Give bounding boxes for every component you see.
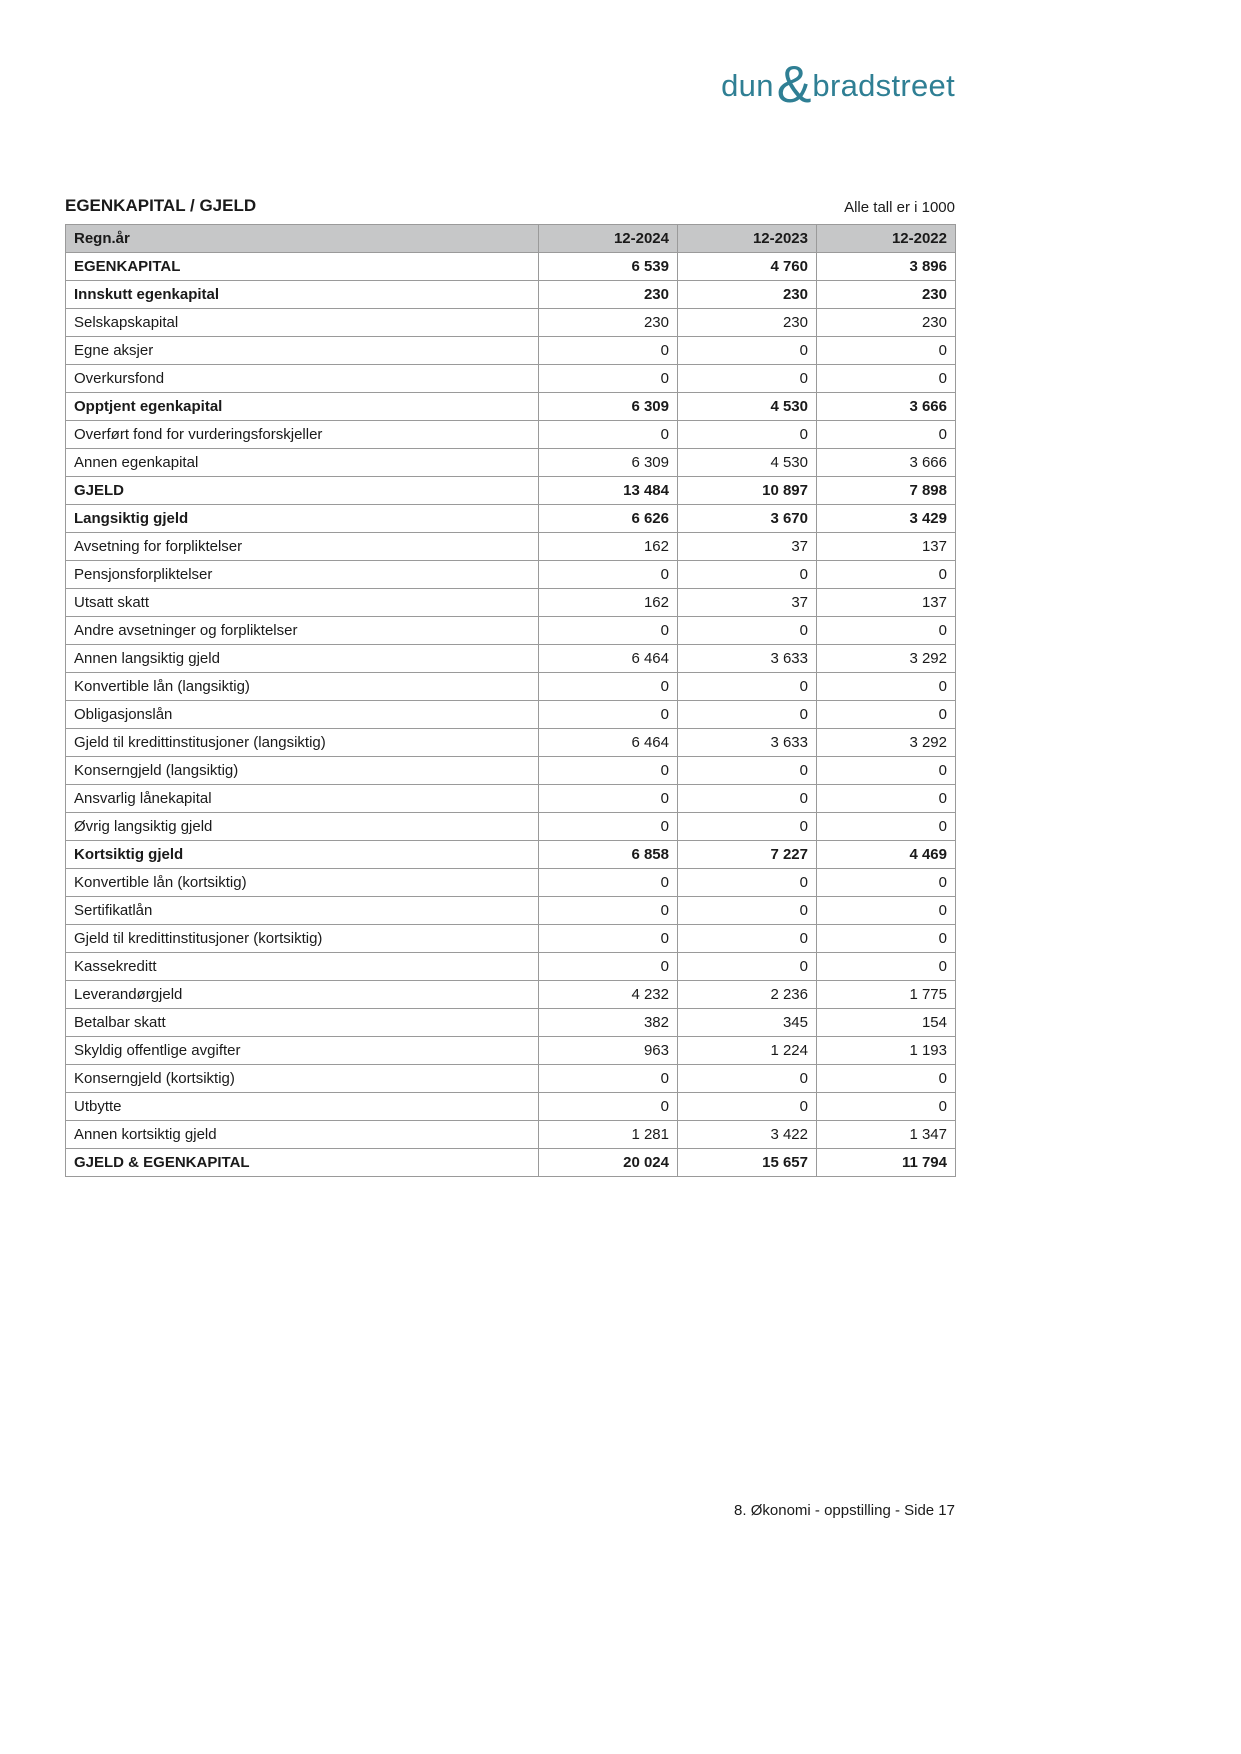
row-value: 137	[817, 533, 956, 561]
row-value: 0	[539, 561, 678, 589]
row-label: Konserngjeld (langsiktig)	[66, 757, 539, 785]
row-value: 7 898	[817, 477, 956, 505]
table-row	[66, 337, 956, 365]
row-value: 0	[539, 953, 678, 981]
ampersand-icon: &	[776, 56, 812, 114]
row-label: GJELD	[66, 477, 539, 505]
row-value: 0	[539, 869, 678, 897]
row-value: 0	[678, 869, 817, 897]
row-value: 6 858	[539, 841, 678, 869]
row-value: 0	[539, 813, 678, 841]
row-value: 0	[678, 897, 817, 925]
table-row	[66, 477, 956, 505]
row-value: 3 422	[678, 1121, 817, 1149]
row-value: 162	[539, 589, 678, 617]
row-label: Øvrig langsiktig gjeld	[66, 813, 539, 841]
row-value: 154	[817, 1009, 956, 1037]
table-row	[66, 309, 956, 337]
row-value: 0	[539, 785, 678, 813]
table-row	[66, 505, 956, 533]
logo-word-bradstreet: bradstreet	[812, 68, 955, 103]
row-value: 4 530	[678, 449, 817, 477]
table-row	[66, 953, 956, 981]
logo-word-dun: dun	[721, 68, 774, 103]
row-value: 0	[678, 1093, 817, 1121]
row-value: 0	[817, 561, 956, 589]
row-value: 37	[678, 533, 817, 561]
row-value: 0	[817, 757, 956, 785]
row-value: 230	[678, 281, 817, 309]
row-value: 0	[539, 421, 678, 449]
balance-table-body	[66, 253, 956, 1177]
row-value: 0	[817, 365, 956, 393]
row-value: 230	[539, 309, 678, 337]
table-row	[66, 449, 956, 477]
table-row	[66, 757, 956, 785]
dun-bradstreet-logo	[721, 56, 955, 114]
row-value: 10 897	[678, 477, 817, 505]
row-label: Utbytte	[66, 1093, 539, 1121]
row-value: 0	[539, 897, 678, 925]
row-value: 6 626	[539, 505, 678, 533]
row-value: 137	[817, 589, 956, 617]
row-value: 0	[678, 673, 817, 701]
row-value: 3 896	[817, 253, 956, 281]
table-row	[66, 1093, 956, 1121]
row-value: 0	[539, 673, 678, 701]
table-row	[66, 617, 956, 645]
row-label: EGENKAPITAL	[66, 253, 539, 281]
row-value: 0	[817, 421, 956, 449]
row-label: Konserngjeld (kortsiktig)	[66, 1065, 539, 1093]
row-value: 0	[539, 757, 678, 785]
row-value: 0	[678, 365, 817, 393]
row-label: Gjeld til kredittinstitusjoner (langsiktig)	[66, 729, 539, 757]
column-header-2022: 12-2022	[817, 225, 956, 253]
row-value: 1 224	[678, 1037, 817, 1065]
row-value: 0	[678, 925, 817, 953]
row-value: 1 775	[817, 981, 956, 1009]
table-row	[66, 1121, 956, 1149]
row-label: Selskapskapital	[66, 309, 539, 337]
row-value: 0	[817, 925, 956, 953]
row-value: 15 657	[678, 1149, 817, 1177]
row-value: 0	[539, 701, 678, 729]
row-label: Avsetning for forpliktelser	[66, 533, 539, 561]
row-value: 3 666	[817, 393, 956, 421]
row-label: Innskutt egenkapital	[66, 281, 539, 309]
row-value: 0	[678, 337, 817, 365]
row-value: 6 539	[539, 253, 678, 281]
table-row	[66, 253, 956, 281]
row-value: 0	[539, 1093, 678, 1121]
row-label: Leverandørgjeld	[66, 981, 539, 1009]
table-row	[66, 645, 956, 673]
row-value: 0	[817, 337, 956, 365]
row-label: Utsatt skatt	[66, 589, 539, 617]
row-value: 0	[678, 953, 817, 981]
row-value: 4 760	[678, 253, 817, 281]
column-header-2024: 12-2024	[539, 225, 678, 253]
row-value: 20 024	[539, 1149, 678, 1177]
row-value: 3 429	[817, 505, 956, 533]
table-row	[66, 785, 956, 813]
row-value: 0	[539, 925, 678, 953]
row-value: 230	[539, 281, 678, 309]
row-label: Kassekreditt	[66, 953, 539, 981]
row-value: 6 464	[539, 645, 678, 673]
row-value: 0	[817, 701, 956, 729]
row-label: Sertifikatlån	[66, 897, 539, 925]
row-value: 3 666	[817, 449, 956, 477]
column-header-regnaar: Regn.år	[66, 225, 539, 253]
row-value: 0	[817, 673, 956, 701]
table-row	[66, 1065, 956, 1093]
row-value: 0	[817, 869, 956, 897]
table-row	[66, 1149, 956, 1177]
content-area	[65, 196, 955, 1177]
row-label: Betalbar skatt	[66, 1009, 539, 1037]
row-value: 963	[539, 1037, 678, 1065]
row-value: 0	[678, 561, 817, 589]
table-row	[66, 365, 956, 393]
row-label: Overført fond for vurderingsforskjeller	[66, 421, 539, 449]
row-label: Pensjonsforpliktelser	[66, 561, 539, 589]
row-value: 230	[817, 281, 956, 309]
row-label: Skyldig offentlige avgifter	[66, 1037, 539, 1065]
row-value: 37	[678, 589, 817, 617]
title-row	[65, 196, 955, 216]
table-row	[66, 925, 956, 953]
row-value: 11 794	[817, 1149, 956, 1177]
row-label: Andre avsetninger og forpliktelser	[66, 617, 539, 645]
row-value: 6 309	[539, 449, 678, 477]
row-value: 0	[817, 617, 956, 645]
row-value: 0	[539, 617, 678, 645]
row-label: Obligasjonslån	[66, 701, 539, 729]
row-label: Annen egenkapital	[66, 449, 539, 477]
row-value: 3 633	[678, 645, 817, 673]
row-value: 0	[817, 1065, 956, 1093]
row-value: 1 193	[817, 1037, 956, 1065]
row-value: 0	[539, 1065, 678, 1093]
table-row	[66, 1009, 956, 1037]
row-value: 0	[678, 757, 817, 785]
row-value: 0	[817, 897, 956, 925]
row-value: 4 469	[817, 841, 956, 869]
page-footer: 8. Økonomi - oppstilling - Side 17	[734, 1502, 955, 1519]
table-row	[66, 589, 956, 617]
table-row	[66, 981, 956, 1009]
row-value: 1 281	[539, 1121, 678, 1149]
table-row	[66, 673, 956, 701]
row-label: Langsiktig gjeld	[66, 505, 539, 533]
row-value: 0	[678, 617, 817, 645]
page-title: EGENKAPITAL / GJELD	[65, 196, 257, 215]
row-label: Konvertible lån (langsiktig)	[66, 673, 539, 701]
row-label: Opptjent egenkapital	[66, 393, 539, 421]
row-value: 0	[539, 337, 678, 365]
row-value: 0	[678, 421, 817, 449]
row-label: Gjeld til kredittinstitusjoner (kortsiktig)	[66, 925, 539, 953]
row-label: Annen kortsiktig gjeld	[66, 1121, 539, 1149]
row-label: GJELD & EGENKAPITAL	[66, 1149, 539, 1177]
row-value: 162	[539, 533, 678, 561]
row-value: 3 292	[817, 645, 956, 673]
row-value: 230	[817, 309, 956, 337]
row-value: 0	[817, 785, 956, 813]
row-value: 0	[678, 701, 817, 729]
table-row	[66, 897, 956, 925]
row-value: 2 236	[678, 981, 817, 1009]
row-value: 6 464	[539, 729, 678, 757]
row-value: 0	[817, 813, 956, 841]
row-label: Ansvarlig lånekapital	[66, 785, 539, 813]
table-row	[66, 841, 956, 869]
row-value: 0	[817, 953, 956, 981]
table-row	[66, 1037, 956, 1065]
table-row	[66, 701, 956, 729]
row-label: Overkursfond	[66, 365, 539, 393]
table-row	[66, 393, 956, 421]
row-value: 3 292	[817, 729, 956, 757]
row-value: 6 309	[539, 393, 678, 421]
row-value: 3 670	[678, 505, 817, 533]
row-value: 3 633	[678, 729, 817, 757]
row-value: 0	[817, 1093, 956, 1121]
row-label: Egne aksjer	[66, 337, 539, 365]
column-header-2023: 12-2023	[678, 225, 817, 253]
row-label: Kortsiktig gjeld	[66, 841, 539, 869]
row-value: 0	[678, 785, 817, 813]
row-value: 4 530	[678, 393, 817, 421]
row-label: Konvertible lån (kortsiktig)	[66, 869, 539, 897]
row-label: Annen langsiktig gjeld	[66, 645, 539, 673]
table-row	[66, 421, 956, 449]
table-header	[66, 225, 956, 253]
table-row	[66, 281, 956, 309]
table-header-row	[66, 225, 956, 253]
row-value: 4 232	[539, 981, 678, 1009]
row-value: 7 227	[678, 841, 817, 869]
row-value: 1 347	[817, 1121, 956, 1149]
table-row	[66, 729, 956, 757]
row-value: 345	[678, 1009, 817, 1037]
units-note: Alle tall er i 1000	[844, 199, 955, 216]
table-row	[66, 869, 956, 897]
row-value: 0	[678, 813, 817, 841]
row-value: 0	[539, 365, 678, 393]
row-value: 13 484	[539, 477, 678, 505]
balance-sheet-table	[65, 224, 956, 1177]
table-row	[66, 561, 956, 589]
row-value: 382	[539, 1009, 678, 1037]
row-value: 0	[678, 1065, 817, 1093]
table-row	[66, 813, 956, 841]
table-row	[66, 533, 956, 561]
row-value: 230	[678, 309, 817, 337]
